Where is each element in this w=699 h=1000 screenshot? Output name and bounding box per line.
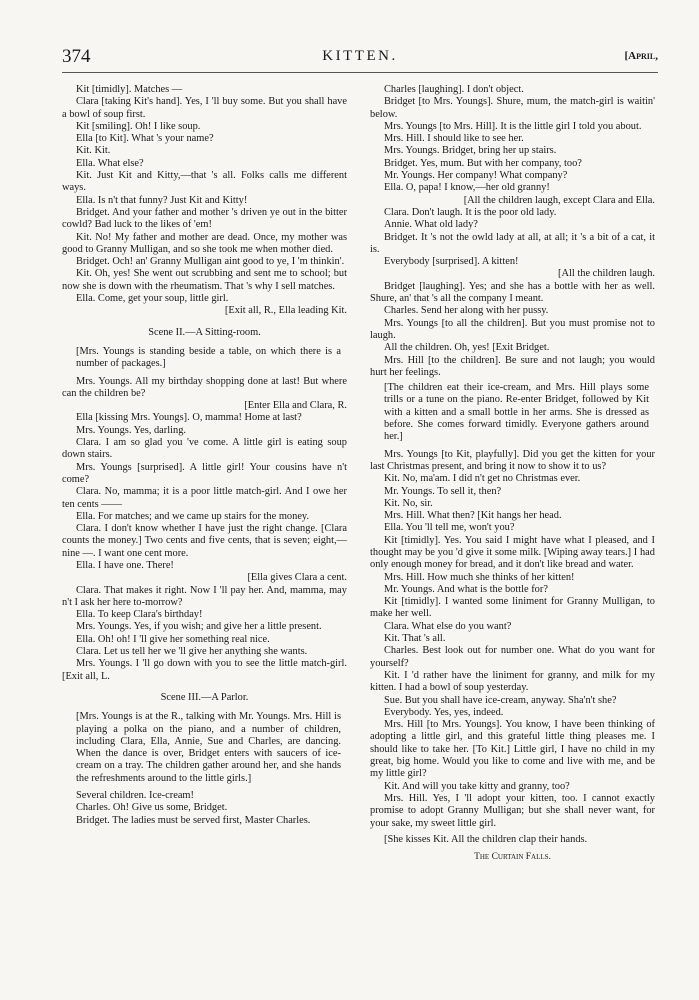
dialogue-line: Charles [laughing]. I don't object.: [384, 84, 524, 95]
dialogue-line: Mr. Youngs. And what is the bottle for?: [384, 583, 548, 595]
dialogue-line: Bridget. Yes, mum. But with her company, too?: [384, 157, 582, 169]
dialogue-line: Mrs. Hill. I should like to see her.: [384, 133, 524, 145]
dialogue-line: Everybody [surprised]. A kitten!: [384, 256, 519, 268]
dialogue-line: Mrs. Hill [to the children]. Be sure and not laugh; you would hurt her feelings.: [370, 354, 655, 378]
dialogue-line: Clara. Don't laugh. It is the poor old lady.: [384, 206, 557, 218]
dialogue-line: Bridget. And your father and mother 's driven ye out in the bitter cowld? Bad luck to the likes of 'em!: [62, 206, 347, 231]
stage-direction: [Enter Ella and Clara, R.: [244, 400, 347, 412]
dialogue-line: Ella. Is n't that funny? Just Kit and Kitty!: [76, 194, 248, 206]
running-title: KITTEN.: [322, 48, 398, 64]
dialogue-line: Kit. No, ma'am. I did n't get no Christmas ever.: [384, 473, 581, 485]
dialogue-line: Ella. O, papa! I know,—her old granny!: [384, 182, 550, 194]
dialogue-line: Clara. Let us tell her we 'll give her anything she wants.: [76, 646, 308, 658]
dialogue-line: Bridget. The ladies must be served first, Master Charles.: [76, 814, 311, 826]
dialogue-line: Kit. No! My father and mother are dead. Once, my mother was good to Granny Mulligan, and so she took me when mother died.: [62, 231, 347, 255]
stage-direction: [She kisses Kit. All the children clap their hands.: [384, 833, 588, 845]
dialogue-line: Ella [to Kit]. What 's your name?: [76, 133, 214, 145]
dialogue-line: Bridget. Och! an' Granny Mulligan aint good to ye, I 'm thinkin'.: [76, 256, 345, 268]
dialogue-line: Kit. No, sir.: [384, 497, 433, 509]
curtain-line: The Curtain Falls.: [474, 852, 551, 863]
dialogue-line: Mrs. Youngs. Bridget, bring her up stairs.: [384, 145, 557, 157]
stage-direction: [Mrs. Youngs is standing beside a table, on which there is a number of packages.]: [76, 345, 341, 370]
dialogue-line: Bridget [to Mrs. Youngs]. Shure, mum, the match-girl is waitin' below.: [370, 96, 655, 120]
dialogue-line: Ella. Oh! oh! I 'll give her something real nice.: [76, 633, 270, 645]
dialogue-line: Mr. Youngs. Her company! What company?: [384, 170, 568, 182]
dialogue-line: Mrs. Youngs. Yes, darling.: [76, 424, 186, 436]
dialogue-line: All the children. Oh, yes! [Exit Bridget.: [384, 342, 550, 354]
stage-direction: [Exit all, R., Ella leading Kit.: [224, 305, 347, 317]
left-column: [62, 84, 347, 827]
dialogue-line: Mrs. Youngs [to all the children]. But you must promise not to laugh.: [370, 317, 655, 341]
month-label: [April,: [624, 50, 658, 62]
dialogue-line: Kit. I 'd rather have the liniment for granny, and milk for my kitten. I had a bowl of soup yesterday.: [370, 669, 655, 694]
page-header: [62, 46, 658, 68]
dialogue-line: Kit [smiling]. Oh! I like soup.: [76, 120, 201, 132]
dialogue-line: Everybody. Yes, yes, indeed.: [384, 706, 504, 718]
dialogue-line: Mrs. Hill. What then? [Kit hangs her head.: [384, 510, 562, 522]
dialogue-line: Charles. Best look out for number one. What do you want for yourself?: [370, 645, 655, 669]
dialogue-line: Ella. For matches; and we came up stairs for the money.: [76, 510, 310, 522]
header-rule: [62, 72, 658, 73]
dialogue-line: Charles. Oh! Give us some, Bridget.: [76, 802, 228, 814]
dialogue-line: Bridget. It 's not the owld lady at all, at all; it 's a bit of a cat, it is.: [370, 231, 655, 255]
page-number: 374: [62, 46, 91, 67]
dialogue-line: Mrs. Youngs [surprised]. A little girl! Your cousins have n't come?: [62, 461, 347, 485]
dialogue-line: Clara [taking Kit's hand]. Yes, I 'll buy some. But you shall have a bowl of soup first.: [62, 96, 347, 120]
dialogue-line: Mrs. Hill. Yes, I 'll adopt your kitten, too. I cannot exactly promise to adopt Granny Mulligan; but she shall never want, for your sake, my sweet little girl.: [370, 792, 655, 829]
dialogue-line: Sue. But you shall have ice-cream, anyway. Sha'n't she?: [384, 694, 617, 706]
dialogue-line: Mrs. Hill. How much she thinks of her kitten!: [384, 571, 575, 583]
dialogue-line: Kit. Kit.: [76, 145, 111, 157]
dialogue-line: Ella. To keep Clara's birthday!: [76, 609, 203, 621]
dialogue-line: Ella [kissing Mrs. Youngs]. O, mamma! Home at last?: [76, 412, 302, 424]
stage-direction: [The children eat their ice-cream, and Mrs. Hill plays some trills or a tune on the piano. Re-enter Bridget, followed by Kit with a kitten and a small bottle in her arms. She is dressed as before. She comes forward timidly. Everyone gathers around her.]: [384, 382, 649, 443]
dialogue-line: Charles. Send her along with her pussy.: [384, 305, 549, 317]
scene-heading: Scene II.—A Sitting-room.: [148, 326, 261, 338]
dialogue-line: Mr. Youngs. To sell it, then?: [384, 485, 502, 497]
dialogue-line: Mrs. Youngs. All my birthday shopping done at last! But where can the children be?: [62, 375, 347, 399]
dialogue-line: Bridget [laughing]. Yes; and she has a bottle with her as well. Shure, an' that 's all the company I meant.: [370, 280, 655, 305]
dialogue-line: Clara. What else do you want?: [384, 620, 512, 632]
dialogue-line: Kit. That 's all.: [384, 633, 446, 645]
dialogue-line: Clara. No, mamma; it is a poor little match-girl. And I owe her ten cents ——: [62, 486, 347, 510]
stage-direction: [Ella gives Clara a cent.: [247, 572, 347, 584]
dialogue-line: Clara. I don't know whether I have just the right change. [Clara counts the money.] Two cents and five cents, that is seven; eight,—nine —. I want one cent more.: [62, 523, 347, 559]
stage-direction: [All the children laugh.: [558, 268, 655, 280]
dialogue-line: Kit. And will you take kitty and granny, too?: [384, 780, 570, 792]
dialogue-line: Several children. Ice-cream!: [76, 790, 194, 802]
dialogue-line: Kit. Just Kit and Kitty,—that 's all. Folks calls me different ways.: [62, 170, 347, 194]
dialogue-line: Mrs. Youngs. Yes, if you wish; and give her a little present.: [76, 621, 322, 633]
dialogue-line: Ella. I have one. There!: [76, 559, 174, 571]
dialogue-line: Kit [timidly]. I wanted some liniment for Granny Mulligan, to make her well.: [370, 596, 655, 620]
dialogue-line: Kit. Oh, yes! She went out scrubbing and sent me to school; but now she is down with the rheumatism. That 's why I sell matches.: [62, 268, 347, 292]
dialogue-line: Annie. What old lady?: [384, 219, 478, 231]
dialogue-line: Ella. Come, get your soup, little girl.: [76, 293, 229, 305]
dialogue-line: Mrs. Hill [to Mrs. Youngs]. You know, I have been thinking of adopting a little girl, and this grateful little thing pleases me. I should like to take her. [To Kit.] Little girl, I have no child in my great, big home. Would you like to come and live with me, and be my little girl?: [370, 719, 655, 780]
stage-direction: [All the children laugh, except Clara and Ella.: [463, 194, 655, 206]
dialogue-line: Mrs. Youngs. I 'll go down with you to see the little match-girl. [Exit all, L.: [62, 658, 347, 682]
dialogue-line: Kit [timidly]. Yes. You said I might have what I pleased, and I thought may be you 'd give it some milk. [Wiping away tears.] I had only enough money for bread, and it don't like bread and water.: [370, 534, 655, 571]
right-column: [370, 84, 655, 863]
stage-direction: [Mrs. Youngs is at the R., talking with Mr. Youngs. Mrs. Hill is playing a polka on the piano, and a number of children, including Clara, Ella, Annie, Sue and Charles, are dancing. When the dance is over, Bridget enters with saucers of ice-cream on a tray. The children gather around her, and she hands the refreshments around to the little girls.]: [76, 711, 341, 784]
scene-heading: Scene III.—A Parlor.: [160, 691, 249, 703]
dialogue-line: Clara. That makes it right. Now I 'll pay her. And, mamma, may n't I ask her here to-morrow?: [62, 584, 347, 608]
dialogue-line: Ella. You 'll tell me, won't you?: [384, 522, 515, 534]
dialogue-line: Clara. I am so glad you 've come. A little girl is eating soup down stairs.: [62, 437, 347, 461]
dialogue-line: Kit [timidly]. Matches —: [76, 84, 183, 95]
dialogue-line: Mrs. Youngs [to Mrs. Hill]. It is the little girl I told you about.: [384, 120, 642, 132]
dialogue-line: Ella. What else?: [76, 157, 144, 169]
dialogue-line: Mrs. Youngs [to Kit, playfully]. Did you get the kitten for your last Christmas present, and bring it now to show it to us?: [370, 448, 655, 472]
